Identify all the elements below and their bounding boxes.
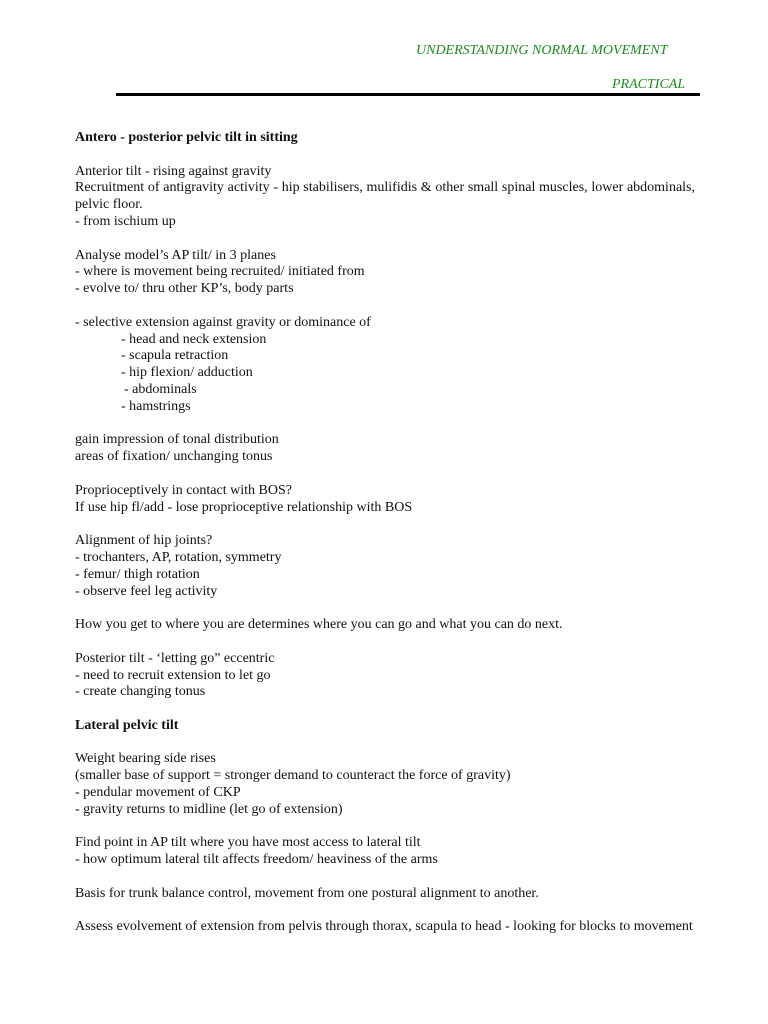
text-line: - evolve to/ thru other KP’s, body parts [75,281,294,297]
paragraph-trunk-balance [75,886,695,903]
text-line: Alignment of hip joints? [75,533,213,549]
text-line: - where is movement being recruited/ initiated from [75,264,365,280]
text-line: Proprioceptively in contact with BOS? [75,482,292,498]
document-body [75,130,695,936]
paragraph-selective-extension [75,315,695,416]
text-line: If use hip fl/add - lose proprioceptive relationship with BOS [75,499,413,515]
text-line: Basis for trunk balance control, movement from one postural alignment to another. [75,885,539,901]
text-line: Anterior tilt - rising against gravity [75,163,272,179]
text-line: - create changing tonus [75,684,206,700]
header-divider [116,93,700,96]
text-line: - from ischium up [75,213,176,229]
paragraph-anterior-tilt [75,164,695,231]
text-line: - trochanters, AP, rotation, symmetry [75,549,282,565]
paragraph-proprioceptive [75,483,695,517]
paragraph-find-point [75,835,695,869]
text-line: - femur/ thigh rotation [75,566,200,582]
paragraph-analyse-model [75,248,695,298]
text-line: - need to recruit extension to let go [75,667,271,683]
text-line: - selective extension against gravity or dominance of [75,314,371,330]
text-line: - pendular movement of CKP [75,785,241,801]
paragraph-how-you-get [75,617,695,634]
document-header-title: UNDERSTANDING NORMAL MOVEMENT [416,43,668,58]
section-heading-ap-tilt: Antero - posterior pelvic tilt in sitting [75,130,298,145]
list-item: - hip flexion/ adduction [121,365,253,381]
document-header-subtitle: PRACTICAL [612,77,686,92]
section-heading-lateral-tilt: Lateral pelvic tilt [75,717,179,733]
paragraph-posterior-tilt [75,651,695,701]
list-item: - head and neck extension [121,331,267,347]
text-line: Recruitment of antigravity activity - hip stabilisers, mulifidis & other small spinal muscles, lower abdominals, pelvic floor. [75,180,695,213]
text-line: gain impression of tonal distribution [75,432,279,448]
text-line: Weight bearing side rises [75,751,216,767]
text-line: - observe feel leg activity [75,583,218,599]
list-item: - hamstrings [121,398,191,414]
paragraph-hip-alignment [75,533,695,600]
list-item: - scapula retraction [121,348,229,364]
paragraph-weight-bearing [75,751,695,818]
text-line: Posterior tilt - ‘letting go” eccentric [75,650,275,666]
text-line: - gravity returns to midline (let go of extension) [75,801,343,817]
list-item: - abdominals [124,381,197,397]
text-line: - how optimum lateral tilt affects freedom/ heaviness of the arms [75,852,438,868]
text-line: Analyse model’s AP tilt/ in 3 planes [75,247,276,263]
text-line: (smaller base of support = stronger demand to counteract the force of gravity) [75,768,511,784]
text-line: How you get to where you are determines where you can go and what you can do next. [75,617,563,633]
text-line: Find point in AP tilt where you have most access to lateral tilt [75,835,421,851]
text-line: areas of fixation/ unchanging tonus [75,449,273,465]
text-line: Assess evolvement of extension from pelvis through thorax, scapula to head - looking for blocks to movement [75,919,693,935]
paragraph-tonal-distribution [75,432,695,466]
paragraph-assess-evolvement [75,919,695,936]
